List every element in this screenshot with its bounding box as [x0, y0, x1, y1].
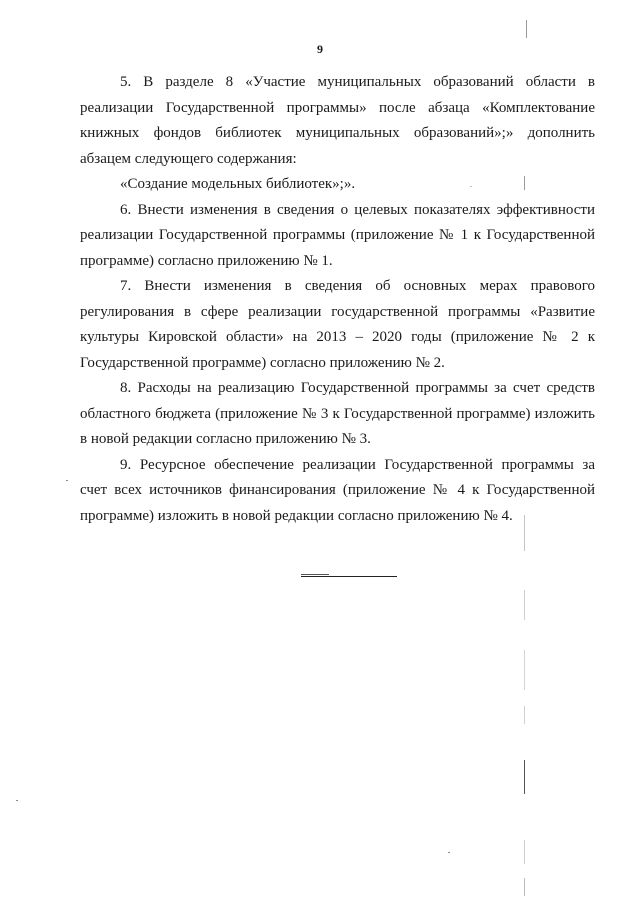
paragraph-quote-model-libraries: «Создание модельных библиотек»;». — [120, 176, 356, 192]
scan-artifact — [524, 840, 525, 864]
closing-rule — [301, 576, 397, 577]
paragraph-item-7: 7. Внести изменения в сведения об основных мерах правового регулирования в сфере реализации государственной программы «Развитие культуры Кировской области» на 2013 – 2020 годы (приложение № 2 к Государственной программе) согласно приложению № 2. — [80, 278, 595, 371]
paragraph-item-5: 5. В разделе 8 «Участие муниципальных образований области в реализации Государственной программы» после абзаца «Комплектование книжных фондов библиотек муниципальных образований»;» дополнить абзацем следующего содержания: — [80, 74, 595, 167]
paragraph-item-8: 8. Расходы на реализацию Государственной программы за счет средств областного бюджета (приложение № 3 к Государственной программе) изложить в новой редакции согласно приложению № 3. — [80, 380, 595, 447]
scan-artifact — [524, 760, 525, 794]
paragraph-item-9: 9. Ресурсное обеспечение реализации Государственной программы за счет всех источников финансирования (приложение № 4 к Государственной программе) изложить в новой редакции согласно приложению № 4. — [80, 456, 595, 524]
scan-artifact — [524, 515, 525, 551]
scan-speck — [66, 480, 68, 481]
paragraph-item-6: 6. Внести изменения в сведения о целевых показателях эффективности реализации Государственной программы (приложение № 1 к Государственной программе) согласно приложению № 1. — [80, 201, 595, 269]
scan-artifact — [526, 20, 527, 38]
scan-speck — [470, 186, 472, 187]
scan-speck — [16, 800, 18, 801]
scan-artifact — [524, 878, 525, 896]
scan-artifact — [524, 650, 525, 690]
scan-artifact — [524, 706, 525, 724]
page-number: 9 — [317, 42, 323, 56]
scan-speck — [448, 852, 450, 853]
scan-artifact — [524, 590, 525, 620]
document-body — [80, 70, 595, 529]
scan-artifact — [524, 176, 525, 190]
